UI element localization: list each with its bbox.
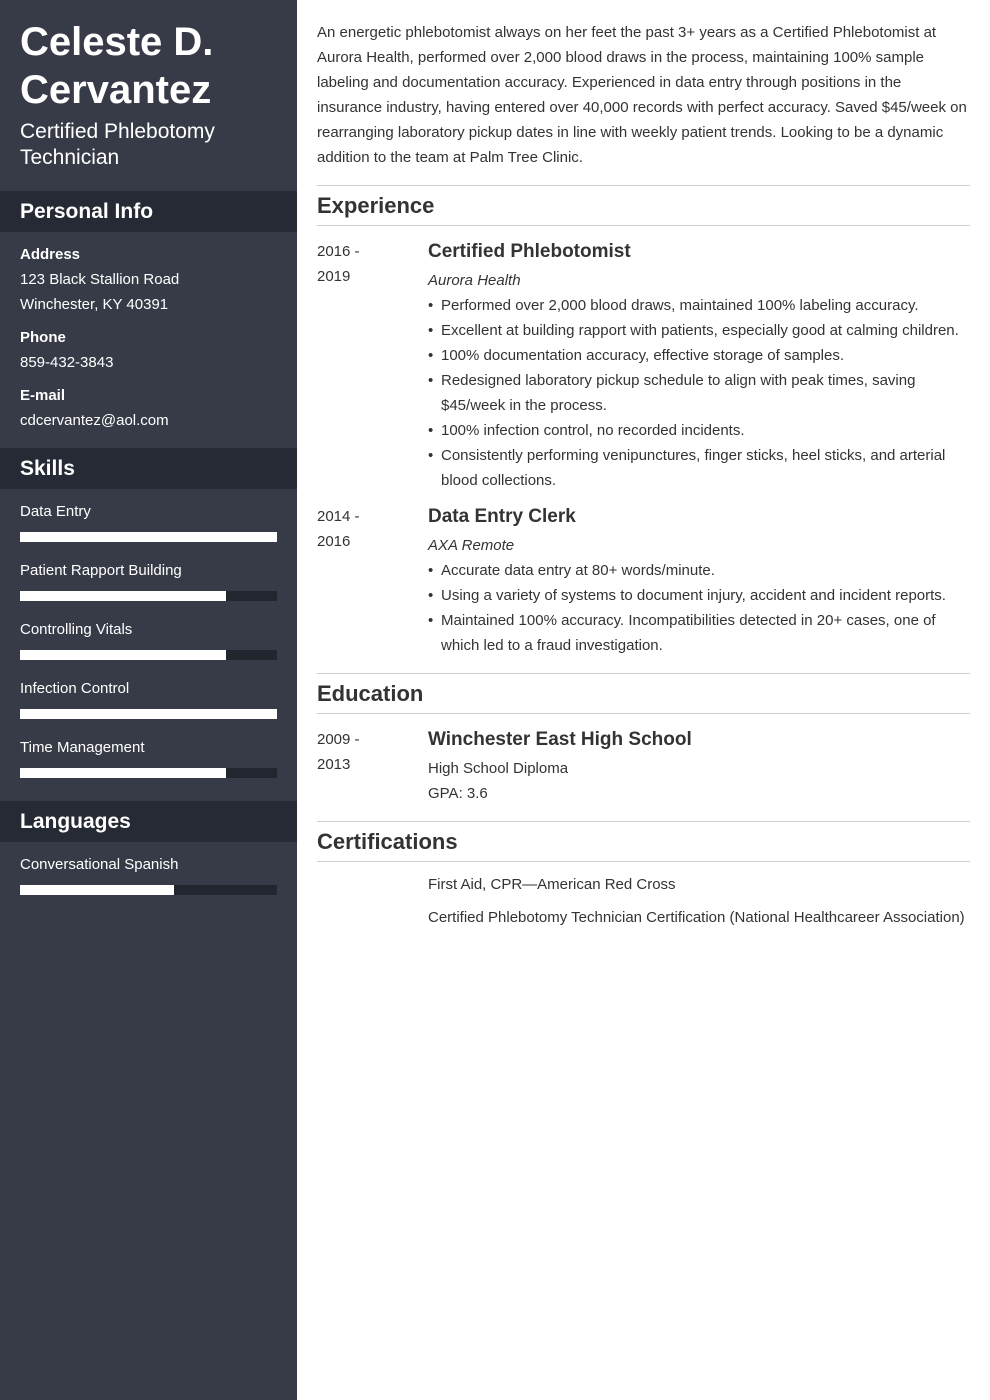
skill-bar (20, 532, 277, 542)
sidebar (0, 0, 297, 1400)
address-label: Address (20, 246, 81, 263)
job-bullets (428, 558, 970, 658)
certification-item: Certified Phlebotomy Technician Certification (National Healthcareer Association) (428, 909, 965, 926)
gpa: GPA: 3.6 (428, 785, 488, 802)
summary-paragraph: An energetic phlebotomist always on her feet the past 3+ years as a Certified Phlebotomist at Aurora Health, performed over 2,000 blood draws in the process, maintaining 100% sample labeling and documentation accuracy. Experienced in data entry through positions in the insurance industry, having entered over 40,000 records with perfect accuracy. Saved $45/week on rearranging laboratory pickup dates in line with weekly patient trends. Looking to be a dynamic addition to the team at Palm Tree Clinic. (317, 24, 967, 166)
skill-bar (20, 709, 277, 719)
candidate-headline: Certified Phlebotomy Technician (20, 120, 215, 169)
job-date-start: 2016 - (317, 243, 360, 260)
skill-name: Patient Rapport Building (20, 562, 182, 579)
skill-bar (20, 591, 277, 601)
phone-label: Phone (20, 329, 66, 346)
address-line1: 123 Black Stallion Road (20, 271, 180, 288)
job-bullet: • Performed over 2,000 blood draws, maintained 100% labeling accuracy. (428, 293, 970, 318)
skill-bar (20, 768, 277, 778)
job-date-end: 2016 (317, 533, 351, 550)
personal-info-heading: Personal Info (0, 191, 297, 232)
candidate-name: Celeste D. Cervantez (20, 20, 214, 112)
skill-bar-fill (20, 768, 226, 778)
languages-heading: Languages (0, 801, 297, 842)
degree: High School Diploma (428, 760, 569, 777)
education-heading: Education (317, 673, 970, 714)
school-name: Winchester East High School (428, 729, 692, 750)
skill-name: Controlling Vitals (20, 621, 133, 638)
job-bullet: • 100% documentation accuracy, effective storage of samples. (428, 343, 970, 368)
skill-name: Time Management (20, 739, 145, 756)
certification-item: First Aid, CPR—American Red Cross (428, 876, 676, 893)
job-company: Aurora Health (428, 272, 521, 289)
job-bullet: • Consistently performing venipunctures, finger sticks, heel sticks, and arterial blood collections. (428, 443, 970, 493)
job-bullets (428, 293, 970, 493)
skill-bar-fill (20, 591, 226, 601)
phone-value: 859-432-3843 (20, 354, 114, 371)
job-title: Certified Phlebotomist (428, 241, 631, 262)
skill-name: Data Entry (20, 503, 91, 520)
job-date-end: 2019 (317, 268, 351, 285)
email-value: cdcervantez@aol.com (20, 412, 169, 429)
address-line2: Winchester, KY 40391 (20, 296, 169, 313)
job-bullet: • 100% infection control, no recorded incidents. (428, 418, 970, 443)
language-name: Conversational Spanish (20, 856, 179, 873)
language-bar-fill (20, 885, 174, 895)
skill-name: Infection Control (20, 680, 130, 697)
job-bullet: • Using a variety of systems to document injury, accident and incident reports. (428, 583, 970, 608)
job-date-start: 2014 - (317, 508, 360, 525)
email-label: E-mail (20, 387, 66, 404)
skill-bar-fill (20, 650, 226, 660)
job-bullet: • Excellent at building rapport with patients, especially good at calming children. (428, 318, 970, 343)
job-bullet: • Accurate data entry at 80+ words/minute. (428, 558, 970, 583)
skills-heading: Skills (0, 448, 297, 489)
experience-heading: Experience (317, 185, 970, 226)
job-bullet: • Redesigned laboratory pickup schedule to align with peak times, saving $45/week in the process. (428, 368, 970, 418)
job-company: AXA Remote (428, 537, 515, 554)
skill-bar-fill (20, 709, 277, 719)
skill-bar (20, 650, 277, 660)
job-title: Data Entry Clerk (428, 506, 576, 527)
language-bar (20, 885, 277, 895)
education-date-end: 2013 (317, 756, 351, 773)
certifications-heading: Certifications (317, 821, 970, 862)
skill-bar-fill (20, 532, 277, 542)
education-date-start: 2009 - (317, 731, 360, 748)
job-bullet: • Maintained 100% accuracy. Incompatibilities detected in 20+ cases, one of which led to a fraud investigation. (428, 608, 970, 658)
